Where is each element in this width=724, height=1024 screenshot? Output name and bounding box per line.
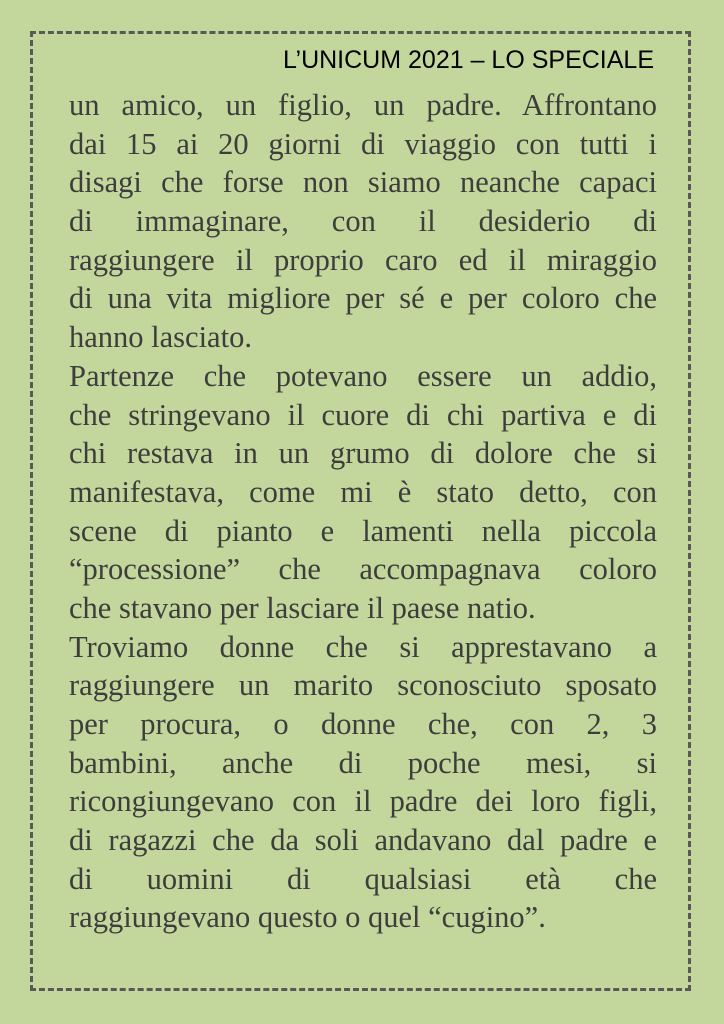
text-line: che stavano per lasciare il paese natio. [69, 590, 536, 625]
text-line: Troviamo donne che si apprestavano a [69, 629, 657, 664]
text-line: di una vita migliore per sé e per coloro che [69, 281, 657, 316]
page-header: L’UNICUM 2021 – LO SPECIALE [283, 46, 654, 74]
text-line: un amico, un figlio, un padre. Affrontano [69, 88, 657, 122]
text-line: raggiungevano questo o quel “cugino”. [69, 900, 546, 935]
text-line: di immaginare, con il desiderio di [69, 204, 657, 239]
text-line: “processione” che accompagnava coloro [69, 552, 657, 587]
paragraph [69, 628, 657, 938]
text-line: raggiungere il proprio caro ed il miraggio [69, 242, 657, 277]
text-line: disagi che forse non siamo neanche capaci [69, 165, 657, 200]
text-line: hanno lasciato. [69, 320, 252, 355]
text-line: che stringevano il cuore di chi partiva e di [69, 397, 657, 432]
text-line: Partenze che potevano essere un addio, [69, 358, 657, 393]
text-line: bambini, anche di poche mesi, si [69, 745, 657, 780]
article-body [69, 86, 657, 937]
text-line: di uomini di qualsiasi età che [69, 861, 657, 896]
text-line: di ragazzi che da soli andavano dal padre e [69, 823, 657, 858]
text-line: scene di pianto e lamenti nella piccola [69, 513, 657, 548]
text-line: per procura, o donne che, con 2, 3 [69, 707, 657, 741]
text-line: raggiungere un marito sconosciuto sposato [69, 668, 657, 703]
paragraph [69, 357, 657, 628]
text-line: ricongiungevano con il padre dei loro figli, [69, 784, 657, 819]
paragraph [69, 86, 657, 357]
text-line: chi restava in un grumo di dolore che si [69, 436, 657, 471]
text-line: dai 15 ai 20 giorni di viaggio con tutti i [69, 126, 657, 161]
text-line: manifestava, come mi è stato detto, con [69, 474, 657, 509]
